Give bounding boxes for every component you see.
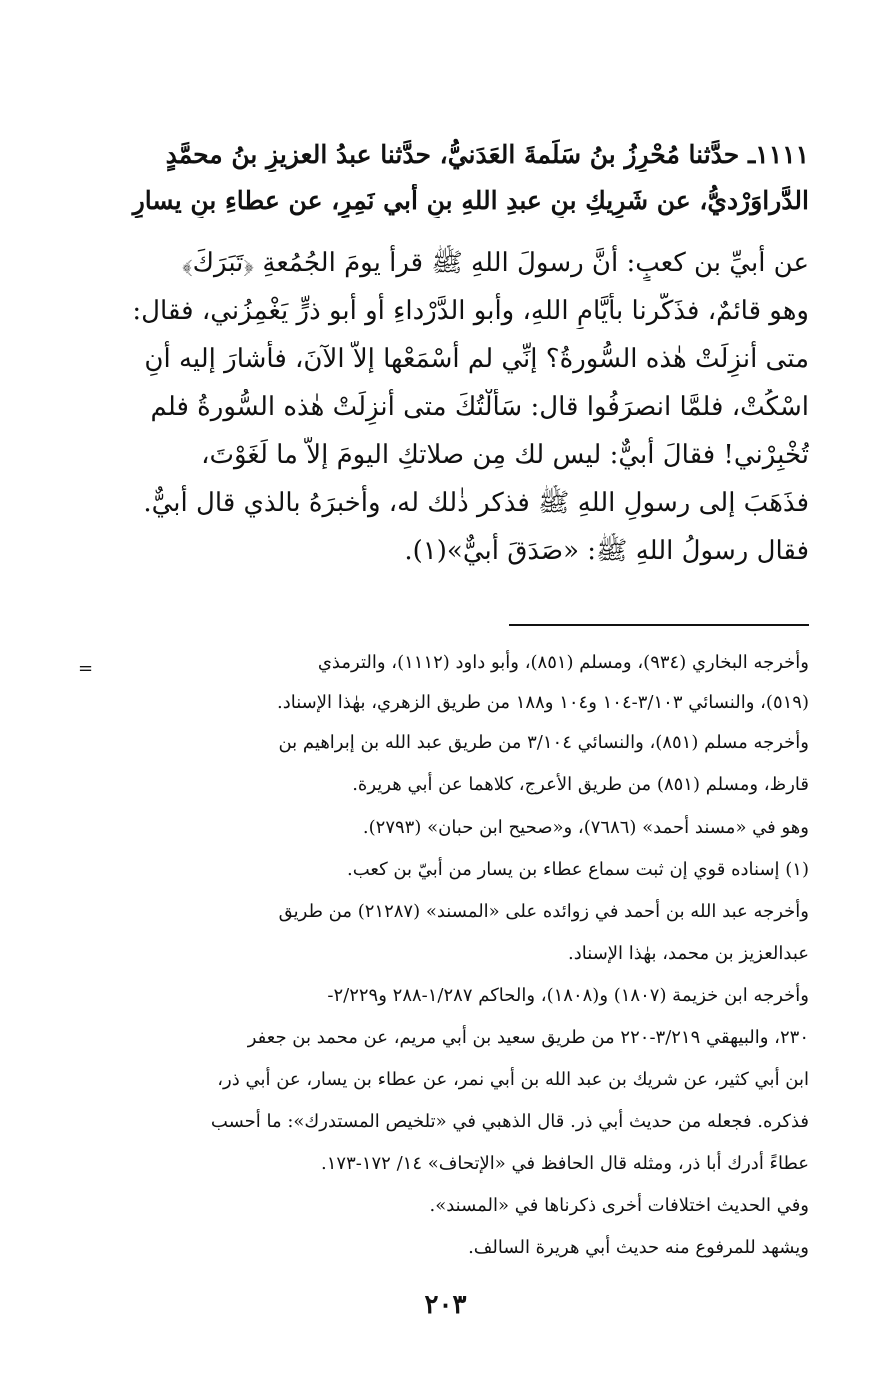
matn-line: فقال رسولُ اللهِ ﷺ: «صَدَقَ أُبيٌّ»(١). [404, 536, 809, 566]
matn-line: متى أُنزِلَتْ هٰذه السُّورةُ؟ إنِّي لم أسْمَعْها إلاَّ الآنَ، فأشارَ إليه أنِ [144, 344, 809, 374]
footnote-line: فذكره. فجعله من حديث أبي ذر. قال الذهبي في «تلخيص المستدرك»: ما أحسب [210, 1111, 809, 1132]
footnote-line: (٥١٩)، والنسائي ٣/١٠٣-١٠٤ و١٠٤ و١٨٨ من طريق الزهري، بهٰذا الإسناد. [277, 692, 809, 713]
footnote-line: ٢٣٠، والبيهقي ٣/٢١٩-٢٢٠ من طريق سعيد بن أبي مريم، عن محمد بن جعفر [247, 1027, 809, 1048]
footnote-line: وأخرجه عبد الله بن أحمد في زوائده على «المسند» (٢١٢٨٧) من طريق [278, 901, 809, 922]
matn-line: فذَهَبَ إلى رسولِ اللهِ ﷺ فذكر ذٰلك له، وأخبرَهُ بالذي قال أُبيٌّ. [143, 488, 809, 518]
matn-line: اسْكُتْ، فلمَّا انصرَفُوا قال: سَألْتُكَ متى أُنزِلَتْ هٰذه السُّورةُ فلم [150, 392, 809, 422]
footnote-divider [509, 624, 809, 626]
footnote-line: عطاءً أدرك أبا ذر، ومثله قال الحافظ في «الإتحاف» ١٤/ ١٧٢-١٧٣. [321, 1153, 809, 1174]
footnote-line: (١) إسناده قوي إن ثبت سماع عطاء بن يسار من أبيّ بن كعب. [346, 859, 809, 880]
footnote-line: وأخرجه ابن خزيمة (١٨٠٧) و(١٨٠٨)، والحاكم ١/٢٨٧-٢٨٨ و٢/٢٢٩- [327, 985, 809, 1006]
matn-line: عن أُبيِّ بن كعبٍ: أنَّ رسولَ اللهِ ﷺ قرأَ يومَ الجُمُعةِ ﴿تَبَرَكَ﴾ [181, 248, 809, 278]
footnote-line: قارظ، ومسلم (٨٥١) من طريق الأعرج، كلاهما عن أبي هريرة. [352, 774, 809, 795]
isnad-line: ١١١١ـ حدَّثنا مُحْرِزُ بنُ سَلَمةَ العَدَنيُّ، حدَّثنا عبدُ العزيزِ بنُ محمَّدٍ [165, 140, 809, 169]
footnote-line: وفي الحديث اختلافات أخرى ذكرناها في «المسند». [429, 1195, 809, 1216]
footnote-line: وهو في «مسند أحمد» (٧٦٨٦)، و«صحيح ابن حبان» (٢٧٩٣). [362, 817, 809, 838]
page-number: ٢٠٣ [424, 1290, 467, 1320]
matn-line: وهو قائمٌ، فذَكَّرنا بأيَّامِ اللهِ، وأبو الدَّرْداءِ أو أبو ذرٍّ يَغْمِزُني، فقال: [132, 296, 809, 326]
footnote-line: وأخرجه البخاري (٩٣٤)، ومسلم (٨٥١)، وأبو داود (١١١٢)، والترمذي [317, 652, 809, 673]
footnote-line: عبدالعزيز بن محمد، بهٰذا الإسناد. [568, 943, 809, 964]
matn-line: تُخْبِرْني! فقالَ أُبيٌّ: ليس لك مِن صلاتكِ اليومَ إلاَّ ما لَغَوْتَ، [201, 440, 809, 470]
footnote-line: ابن أبي كثير، عن شريك بن عبد الله بن أبي نمر، عن عطاء بن يسار، عن أبي ذر، [217, 1069, 809, 1090]
footnote-line: ويشهد للمرفوع منه حديث أبي هريرة السالف. [468, 1237, 809, 1258]
footnote-line: وأخرجه مسلم (٨٥١)، والنسائي ٣/١٠٤ من طريق عبد الله بن إبراهيم بن [278, 732, 809, 753]
isnad-line: الدَّراوَرْديُّ، عن شَرِيكِ بنِ عبدِ اللهِ بنِ أبي نَمِرٍ، عن عطاءِ بنِ يسارٍ [132, 186, 809, 215]
continuation-marker: = [78, 658, 94, 679]
